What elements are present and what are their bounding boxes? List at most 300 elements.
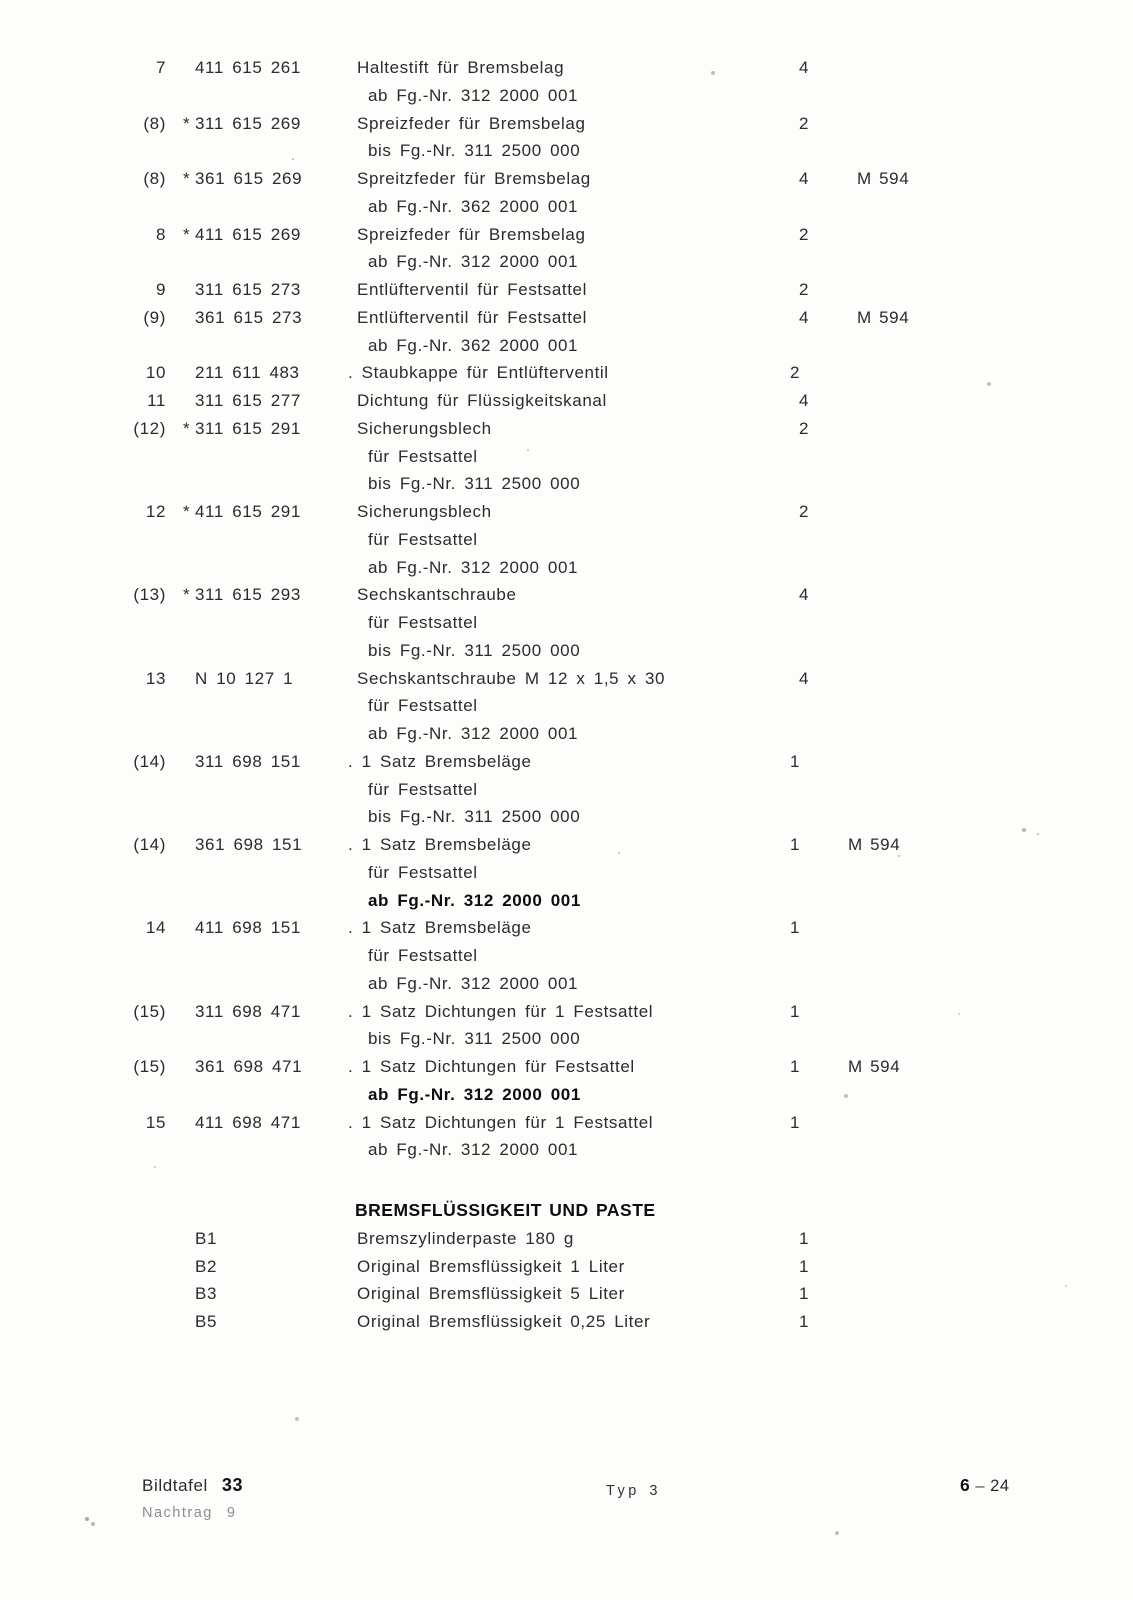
table-row [100, 914, 1133, 942]
quantity: 2 [798, 224, 810, 244]
part-description: für Festsattel [368, 696, 478, 716]
position-number [100, 1253, 166, 1281]
table-row [100, 1053, 1133, 1081]
table-row [100, 1136, 1133, 1164]
part-number [195, 859, 348, 887]
part-description: . 1 Satz Bremsbeläge [348, 751, 532, 771]
quantity: 4 [798, 391, 810, 410]
modification-note [868, 692, 978, 720]
quantity: 1 [789, 1112, 801, 1132]
position-number: (12) [133, 418, 166, 438]
part-number-text: 311 615 291 [195, 418, 301, 438]
position-number [100, 470, 166, 498]
modification-note [868, 470, 978, 498]
table-row [100, 554, 1133, 582]
asterisk-mark: * [183, 502, 191, 521]
part-number-text: 311 698 471 [195, 1001, 301, 1021]
part-number-text: 311 615 273 [195, 280, 301, 299]
asterisk-mark: * [183, 169, 191, 188]
part-description: Original Bremsflüssigkeit 1 Liter [357, 1256, 625, 1276]
part-number [195, 193, 348, 221]
table-row [100, 1109, 1133, 1137]
part-description: für Festsattel [368, 529, 478, 549]
part-description: ab Fg.-Nr. 312 2000 001 [368, 1140, 579, 1160]
part-number [195, 1109, 348, 1137]
modification-note: M 594 [848, 1057, 901, 1076]
part-description: Haltestift für Bremsbelag [357, 58, 565, 77]
part-number [195, 748, 348, 776]
quantity [790, 554, 840, 582]
part-description: Spreitzfeder für Bremsbelag [357, 169, 591, 188]
part-description: für Festsattel [368, 779, 478, 799]
position-number: 12 [145, 502, 166, 521]
table-row [100, 1308, 1133, 1336]
quantity [790, 609, 840, 637]
table-row [100, 276, 1133, 304]
quantity [790, 1025, 840, 1053]
quantity: 4 [798, 307, 810, 327]
table-row [100, 137, 1133, 165]
part-number [195, 887, 348, 915]
part-description: Sicherungsblech [357, 418, 492, 438]
part-number [183, 415, 348, 443]
table-row [100, 1253, 1133, 1281]
table-row [100, 443, 1133, 471]
quantity [790, 692, 840, 720]
part-description: Bremszylinderpaste 180 g [357, 1228, 574, 1248]
part-number-text: 361 615 273 [195, 307, 303, 327]
table-row [100, 609, 1133, 637]
part-number-text: 361 698 151 [195, 835, 303, 854]
supplement-reference [142, 1501, 236, 1525]
position-number [100, 526, 166, 554]
position-number: 15 [145, 1112, 166, 1132]
part-number [195, 970, 348, 998]
position-number: 11 [147, 391, 166, 410]
quantity [790, 193, 840, 221]
part-number [195, 1225, 348, 1253]
section-heading: BREMSFLÜSSIGKEIT UND PASTE [355, 1200, 656, 1220]
position-number [100, 193, 166, 221]
part-description: bis Fg.-Nr. 311 2500 000 [368, 807, 581, 827]
modification-note [868, 609, 978, 637]
part-number-text: 211 611 483 [195, 363, 300, 383]
supplement-label: Nachtrag [142, 1505, 213, 1521]
part-number-text: 361 698 471 [195, 1057, 303, 1076]
modification-note [868, 137, 978, 165]
table-row [100, 165, 1133, 193]
part-description: ab Fg.-Nr. 312 2000 001 [368, 252, 579, 272]
part-number-text: 411 615 261 [195, 58, 301, 77]
part-number [195, 137, 348, 165]
modification-note [857, 276, 967, 304]
table-row [100, 1025, 1133, 1053]
position-number: (8) [143, 169, 166, 188]
position-number [100, 137, 166, 165]
table-row [100, 665, 1133, 693]
modification-note: M 594 [857, 169, 910, 188]
table-row [100, 526, 1133, 554]
position-number: (13) [133, 585, 166, 605]
quantity: 1 [789, 1057, 801, 1076]
modification-note [848, 748, 958, 776]
modification-note [868, 332, 978, 360]
quantity [790, 1081, 840, 1109]
modification-note: M 594 [848, 835, 901, 854]
part-number-text: 311 615 277 [195, 391, 301, 410]
plate-reference [142, 1471, 243, 1499]
position-number [100, 82, 166, 110]
position-number [100, 970, 166, 998]
position-number: (9) [143, 307, 166, 327]
quantity: 1 [789, 835, 801, 854]
fluids-table [100, 1225, 1133, 1336]
part-number-text: B5 [195, 1312, 217, 1331]
part-description: Original Bremsflüssigkeit 0,25 Liter [357, 1312, 651, 1331]
quantity [790, 1136, 840, 1164]
quantity [790, 970, 840, 998]
table-row [100, 304, 1133, 332]
modification-note [857, 54, 967, 82]
position-number: (14) [133, 751, 166, 771]
modification-note [868, 248, 978, 276]
part-number [183, 581, 348, 609]
part-number-text: 311 615 293 [195, 585, 301, 605]
table-row [100, 193, 1133, 221]
table-row [100, 498, 1133, 526]
position-number: (15) [133, 1057, 166, 1076]
quantity [790, 859, 840, 887]
position-number [100, 887, 166, 915]
table-row [100, 221, 1133, 249]
plate-number: 33 [221, 1475, 244, 1495]
quantity [790, 776, 840, 804]
position-number [100, 332, 166, 360]
quantity: 2 [798, 418, 810, 438]
position-number: 10 [145, 363, 166, 383]
quantity [790, 443, 840, 471]
part-number [195, 1081, 348, 1109]
position-number [100, 1225, 166, 1253]
type-label: Typ 3 [606, 1483, 661, 1499]
table-row [100, 720, 1133, 748]
part-number-text: 411 698 471 [195, 1112, 301, 1132]
quantity: 4 [798, 58, 810, 77]
part-number [195, 803, 348, 831]
part-number [183, 165, 348, 193]
quantity: 2 [789, 363, 801, 383]
part-description: ab Fg.-Nr. 312 2000 001 [368, 973, 579, 993]
quantity [790, 942, 840, 970]
modification-note [868, 193, 978, 221]
modification-note [857, 415, 967, 443]
modification-note [868, 1025, 978, 1053]
part-number [195, 554, 348, 582]
asterisk-mark: * [183, 113, 191, 133]
part-number [195, 359, 348, 387]
table-row [100, 1081, 1133, 1109]
position-number: 7 [155, 58, 166, 77]
table-row [100, 970, 1133, 998]
part-description: für Festsattel [368, 862, 478, 882]
part-description: Entlüfterventil für Festsattel [357, 307, 587, 327]
part-number [195, 776, 348, 804]
table-row [100, 748, 1133, 776]
table-row [100, 415, 1133, 443]
modification-note [857, 1225, 967, 1253]
position-number [100, 637, 166, 665]
quantity [790, 82, 840, 110]
table-row [100, 887, 1133, 915]
quantity: 4 [798, 668, 810, 688]
position-number [100, 859, 166, 887]
part-number-text: N 10 127 1 [195, 668, 294, 688]
modification-note [848, 914, 958, 942]
quantity: 2 [798, 113, 810, 133]
part-number-text: B1 [195, 1228, 217, 1248]
part-number [195, 1253, 348, 1281]
quantity: 4 [798, 169, 810, 188]
position-number: (14) [133, 835, 166, 854]
table-row [100, 581, 1133, 609]
modification-note [857, 387, 967, 415]
part-description: Spreizfeder für Bremsbelag [357, 113, 586, 133]
table-row [100, 359, 1133, 387]
page-number [960, 1472, 1010, 1498]
position-number [100, 1081, 166, 1109]
quantity [790, 332, 840, 360]
part-number [195, 276, 348, 304]
part-description: Sechskantschraube [357, 585, 517, 605]
part-number [183, 498, 348, 526]
table-row [100, 1280, 1133, 1308]
position-number [100, 609, 166, 637]
part-description: für Festsattel [368, 946, 478, 965]
part-number [195, 1136, 348, 1164]
supplement-number: 9 [226, 1505, 237, 1521]
position-number [100, 803, 166, 831]
quantity [790, 637, 840, 665]
table-row [100, 637, 1133, 665]
table-row [100, 831, 1133, 859]
part-description: . 1 Satz Dichtungen für 1 Festsattel [348, 1001, 654, 1021]
table-row [100, 82, 1133, 110]
part-number [183, 221, 348, 249]
quantity [790, 720, 840, 748]
part-description: bis Fg.-Nr. 311 2500 000 [368, 474, 581, 494]
part-number [195, 304, 348, 332]
part-number-text: 311 615 269 [195, 113, 301, 133]
modification-note [868, 720, 978, 748]
part-description: . 1 Satz Bremsbeläge [348, 835, 532, 854]
part-number [195, 942, 348, 970]
part-description: ab Fg.-Nr. 312 2000 001 [368, 1084, 581, 1104]
modification-note [857, 581, 967, 609]
modification-note [857, 665, 967, 693]
position-number [100, 1280, 166, 1308]
part-number [195, 1025, 348, 1053]
part-number [195, 443, 348, 471]
modification-note [868, 803, 978, 831]
modification-note [868, 1136, 978, 1164]
part-description: Sicherungsblech [357, 502, 492, 521]
asterisk-mark: * [183, 224, 191, 244]
part-number [195, 609, 348, 637]
part-description: ab Fg.-Nr. 312 2000 001 [368, 85, 579, 105]
part-number [195, 526, 348, 554]
part-number [195, 637, 348, 665]
part-description: ab Fg.-Nr. 312 2000 001 [368, 557, 579, 577]
quantity [790, 248, 840, 276]
part-number-text: B3 [195, 1284, 217, 1304]
part-number [195, 82, 348, 110]
modification-note [848, 359, 958, 387]
table-row [100, 1225, 1133, 1253]
table-row [100, 470, 1133, 498]
part-description: für Festsattel [368, 613, 478, 632]
quantity: 1 [789, 918, 801, 938]
quantity: 2 [798, 280, 810, 299]
part-number [195, 831, 348, 859]
position-number [100, 443, 166, 471]
modification-note [868, 526, 978, 554]
quantity: 1 [798, 1228, 810, 1248]
part-description: . 1 Satz Dichtungen für Festsattel [348, 1057, 635, 1076]
part-number-text: 411 615 269 [195, 224, 301, 244]
modification-note [868, 887, 978, 915]
part-description: für Festsattel [368, 446, 478, 466]
table-row [100, 859, 1133, 887]
position-number: 9 [155, 280, 166, 299]
modification-note [868, 776, 978, 804]
position-number [100, 1136, 166, 1164]
part-number [195, 54, 348, 82]
part-number [195, 914, 348, 942]
part-description: . 1 Satz Dichtungen für 1 Festsattel [348, 1112, 654, 1132]
part-description: Original Bremsflüssigkeit 5 Liter [357, 1284, 625, 1304]
part-number [195, 692, 348, 720]
modification-note [868, 554, 978, 582]
modification-note [848, 1109, 958, 1137]
plate-label: Bildtafel [142, 1476, 208, 1495]
position-number: 13 [145, 668, 166, 688]
part-number-text: 411 615 291 [195, 502, 301, 521]
position-number: (15) [133, 1001, 166, 1021]
quantity: 1 [798, 1312, 810, 1331]
part-description: ab Fg.-Nr. 312 2000 001 [368, 890, 581, 910]
quantity [790, 887, 840, 915]
modification-note [857, 110, 967, 138]
position-number [100, 942, 166, 970]
part-description: bis Fg.-Nr. 311 2500 000 [368, 141, 581, 161]
part-description: ab Fg.-Nr. 362 2000 001 [368, 196, 579, 216]
part-number [195, 470, 348, 498]
position-number: 8 [155, 224, 166, 244]
part-number-text: 311 698 151 [195, 751, 301, 771]
part-description: . 1 Satz Bremsbeläge [348, 918, 532, 938]
asterisk-mark: * [183, 418, 191, 438]
part-description: ab Fg.-Nr. 312 2000 001 [368, 724, 579, 743]
modification-note [868, 970, 978, 998]
part-number [195, 1308, 348, 1336]
quantity [790, 526, 840, 554]
table-row [100, 248, 1133, 276]
part-number-text: 411 698 151 [195, 918, 301, 938]
modification-note [857, 498, 967, 526]
part-description: Dichtung für Flüssigkeitskanal [357, 391, 607, 410]
part-description: bis Fg.-Nr. 311 2500 000 [368, 640, 581, 660]
position-number [100, 720, 166, 748]
part-description: ab Fg.-Nr. 362 2000 001 [368, 335, 579, 355]
quantity [790, 470, 840, 498]
quantity: 1 [798, 1256, 810, 1276]
table-row [100, 332, 1133, 360]
position-number [100, 248, 166, 276]
part-number [195, 665, 348, 693]
page-separator: – [975, 1477, 986, 1495]
quantity: 4 [798, 585, 810, 605]
part-number [195, 387, 348, 415]
table-row [100, 110, 1133, 138]
modification-note [868, 443, 978, 471]
part-number [195, 332, 348, 360]
table-row [100, 998, 1133, 1026]
scan-speckles [0, 0, 2, 2]
modification-note [868, 637, 978, 665]
table-row [100, 387, 1133, 415]
position-number [100, 1025, 166, 1053]
part-number [183, 110, 348, 138]
position-number [100, 776, 166, 804]
modification-note [857, 1280, 967, 1308]
modification-note [857, 1308, 967, 1336]
position-number: 14 [145, 918, 166, 938]
part-description: Entlüfterventil für Festsattel [357, 280, 587, 299]
modification-note [868, 82, 978, 110]
table-row [100, 776, 1133, 804]
modification-note [868, 942, 978, 970]
part-number [195, 1280, 348, 1308]
modification-note [857, 1253, 967, 1281]
part-number-text: 361 615 269 [195, 169, 303, 188]
modification-note [868, 859, 978, 887]
modification-note [868, 1081, 978, 1109]
part-description: Sechskantschraube M 12 x 1,5 x 30 [357, 668, 666, 688]
asterisk-mark: * [183, 585, 191, 605]
quantity: 1 [789, 751, 801, 771]
table-row [100, 803, 1133, 831]
modification-note [848, 998, 958, 1026]
quantity [790, 137, 840, 165]
quantity [790, 803, 840, 831]
part-number [195, 998, 348, 1026]
table-row [100, 692, 1133, 720]
part-number [195, 248, 348, 276]
quantity: 1 [789, 1001, 801, 1021]
part-number-text: B2 [195, 1256, 217, 1276]
page-number-text: 24 [990, 1477, 1010, 1495]
part-description: bis Fg.-Nr. 311 2500 000 [368, 1029, 581, 1049]
table-row [100, 942, 1133, 970]
page-group: 6 [960, 1475, 971, 1495]
position-number: (8) [143, 113, 166, 133]
position-number [100, 1308, 166, 1336]
part-description: . Staubkappe für Entlüfterventil [348, 363, 609, 383]
quantity: 2 [798, 502, 810, 521]
table-row [100, 54, 1133, 82]
fluids-section [0, 1197, 1133, 1336]
part-number [195, 720, 348, 748]
